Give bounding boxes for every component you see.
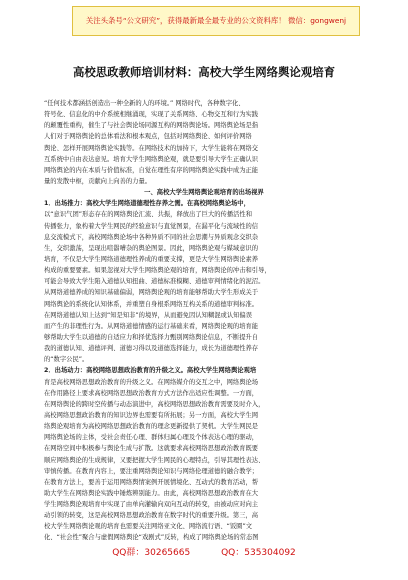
paragraph-line: 培育，不仅是大学生网络道德理性养成的重要支撑，更是大学生网络舆论素养: [44, 255, 259, 263]
paragraph-line: 网络舆论的系统化认知体系，并重塑自身根系网络互构关系的道德审判标准。: [44, 300, 259, 308]
document-body: [44, 98, 364, 544]
paragraph-line: 在网络空间中积极参与舆论生成与扩散。这就要求高校网络思想政治教育既要: [44, 445, 259, 453]
paragraph-line: 生，交织激荡，呈现出喧嚣嘈杂的舆论图景。因此，网络舆论观与媒域意识的: [44, 244, 259, 252]
paragraph-line: 的颠覆性重构，催生了与社会舆论场同源互构的网络舆论场。网络舆论场是指: [44, 122, 259, 130]
paragraph-line: 化、“社会性”聚合与虚假网络舆论“戏剧式”反转，构成了网络舆论场的常态图: [44, 534, 259, 542]
paragraph-line: 顺应网络舆论的生成规律，又要把握大学生网民的心理特点，引导其理性表达、: [44, 456, 265, 464]
paragraph-line: 可能会导致大学生陷入道德认知扭曲、道德标准模糊、道德审判情绪化的泥沼。: [44, 278, 265, 286]
paragraph-line: 助大学生在网络舆论实践中锤炼辨别能力。由此，高校网络思想政治教育在大: [44, 489, 259, 497]
paragraph-line: 审慎传播。在教育内容上，要注重网络舆论知识与网络伦理道德的融合教学；: [44, 467, 259, 475]
paragraph-line: 而产生的非理性行为。从网络道德情感的运行基础来看，网络舆论观的培育能: [44, 322, 259, 330]
paragraph-line: 以“意识气团”形态存在的网络舆论汇流、共振，释放出了巨大的传播活性和: [44, 211, 253, 219]
section-heading: 一、高校大学生网络舆论观培育的出场视界: [144, 189, 264, 197]
paragraph-line: 量的发散中枢，贡献向上向善的力量。: [44, 177, 152, 185]
paragraph-line: 在教育方法上，要善于运用网络舆情案例开展情境化、互动式的教育活动，帮: [44, 478, 259, 486]
paragraph-line: 高校网络思想政治教育的知识边界也需要有所拓展；另一方面，高校大学生网: [44, 411, 259, 419]
promo-banner: 关注头条号“公文研究”，获得最新最全最专业的公文资料库！ 微信：gongwenj: [72, 6, 360, 36]
paragraph-line: 络舆论观培育为高校网络思想政治教育的理念更新提供了契机。大学生网民是: [44, 423, 259, 431]
paragraph-line: 学生网络舆论观培育中实现了由单向灌输向双向互动的转变，由被动应对向主: [44, 501, 259, 509]
footer-qq-group: QQ群：30265665: [112, 548, 191, 558]
paragraph-line: 育是高校网络思想政治教育的升级之义。在网络媒介的交互之中，网络舆论场: [44, 378, 259, 386]
paragraph-line: 息交流模式下，高校网络舆论场中各种异质不同的社会思潮与异质观念交织杂: [44, 233, 259, 241]
paragraph-line: 构成的重要要素。如果忽视对大学生网络舆论观的培育，网络舆论的冲击和引导，: [44, 267, 271, 275]
paragraph-line: 在网络舆论的跨时空传播与动态演进中，高校网络思想政治教育需要及时介入，: [44, 400, 265, 408]
paragraph-line: 2．出场动力：高校网络思想政治教育的升级之义。高校大学生网络舆论观培: [44, 367, 257, 375]
paragraph-line: 的“数字公民”。: [44, 356, 89, 364]
paragraph-line: 舆论、怎样开展网络舆论实践等。在网络技术的加持下，大学生能将在网络交: [44, 144, 259, 152]
paragraph-line: 人们对于网络舆论的总体看法和根本观点，包括对网络舆论、如何评价网络: [44, 133, 252, 141]
paragraph-line: “任何技术都涵括创造出一种全新的人的环境。” 网络时代，各种数字化、: [44, 100, 245, 107]
paragraph-line: 网络舆论场的主体，受社会责任心理、群体归属心理及个体表达心理的驱动，: [44, 434, 259, 442]
paragraph-line: 在网络道德认知上达到“知是知非”的境界，从而避免因认知糊混或认知偏误: [44, 311, 253, 319]
paragraph-line: 动引领的转变，这是高校网络思想政治教育在数字时代的重要升级。第三，高: [44, 512, 259, 520]
paragraph-line: 在作用路径上要求高校网络思想政治教育方式方法作出适应性调整。一方面，: [44, 389, 259, 397]
paragraph-line: 我的道德认知、道德评判、道德习得以及道德选择能力，成长为道德理性养存: [44, 345, 259, 353]
paragraph-line: 网络舆论的内在本质与价值标准，自觉在理性有序的网络舆论实践中成为正能: [44, 166, 259, 174]
paragraph-line: 校大学生网络舆论观的培育也需要关注网络亚文化、网络流行语、“饭圈”文: [44, 523, 253, 531]
paragraph-line: 传播张力，象构着大学生网民的经验意识与直觉图景，在漏平化与流域性的信: [44, 222, 259, 230]
footer: [0, 545, 408, 558]
paragraph-line: 互系统中自由表达意见。培育大学生网络舆论观，就是要引导大学生正确认识: [44, 155, 259, 163]
paragraph-line: 1．出场推力：高校大学生网络道德理性存养之需。在高校网络舆论场中，: [44, 200, 250, 208]
footer-qq: QQ：535304092: [221, 548, 296, 558]
document-title: 高校思政教师培训材料：高校大学生网络舆论观培育: [73, 65, 335, 79]
paragraph-line: 符号化、信息化的中介系统相继涌现，实现了关系网络、心物交互和行为实践: [44, 111, 259, 119]
paragraph-line: 够帮助大学生以道德的自适应力和择优选择力甄别网络舆论信息，不断提升自: [44, 333, 259, 341]
paragraph-line: 从网络道德养成的知识基础偏弱，网络舆论观的培育能够帮助大学生形成关于: [44, 289, 259, 297]
